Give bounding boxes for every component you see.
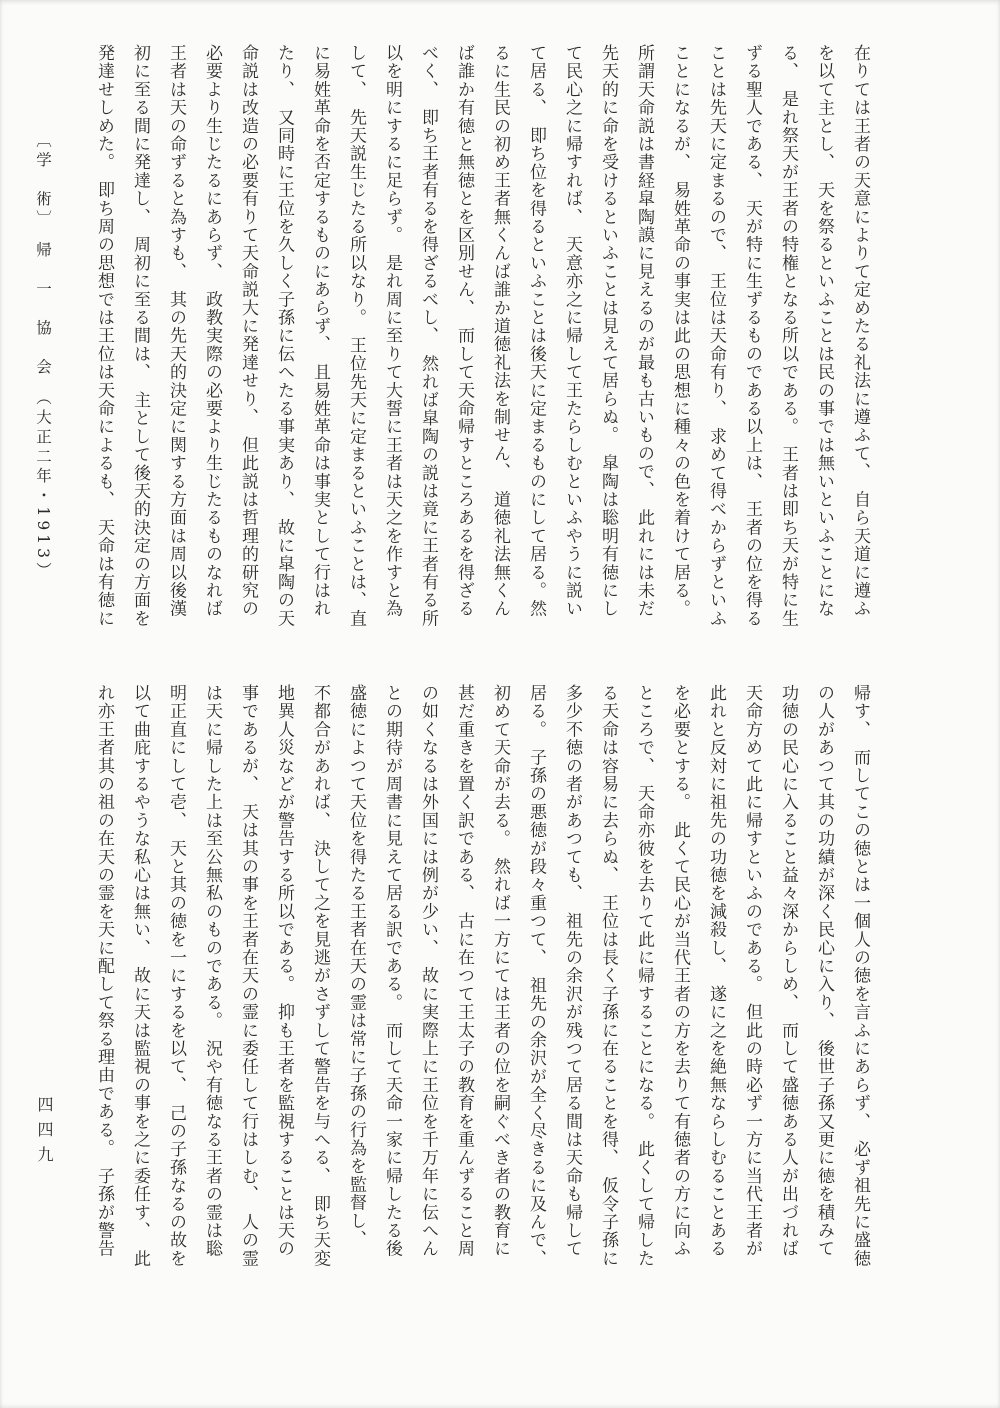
text-column: の如くなるは外国には例が少い、 故に実際上に王位を千万年に伝へん: [418, 684, 438, 1258]
text-column: 命説は改造の必要有りて天命説大に発達せり、 但此説は哲理的研究の: [238, 44, 258, 618]
page-number: 四四九: [35, 1096, 54, 1171]
text-column: ことになるが、 易姓革命の事実は此の思想に種々の色を着けて居る。: [670, 44, 690, 618]
text-column: ことは先天に定まるので、 王位は天命有り、 求めて得べからずといふ: [706, 44, 726, 628]
text-column: 不都合があれば、 決して之を見逃がさずして警告を与へる、 即ち天変: [310, 684, 330, 1268]
text-column: れ亦王者其の祖の在天の霊を天に配して祭る理由である。 子孫が警告: [94, 684, 114, 1258]
text-column: 天命方めて此に帰すといふのである。 但此の時必ず一方に当代王者が: [742, 684, 762, 1258]
text-column: 王者は天の命ずると為すも、 其の先天的決定に関する方面は周以後漢: [166, 44, 186, 618]
text-column: 発達せしめた。 即ち周の思想では王位は天命によるも、 天命は有徳に: [94, 44, 114, 628]
text-column: 帰す、 而してこの徳とは一個人の徳を言ふにあらず、 必ず祖先に盛徳: [850, 684, 870, 1268]
text-column: 居る。 子孫の悪徳が段々重つて、 祖先の余沢が全く尽きるに及んで、: [526, 684, 546, 1268]
text-column: は天に帰した上は至公無私のものである。 況や有徳なる王者の霊は聡: [202, 684, 222, 1258]
text-column: 以て曲庇するやうな私心は無い、 故に天は監視の事を之に委任す、 此: [130, 684, 150, 1268]
text-column: 必要より生じたるにあらず、 政教実際の必要より生じたるものなれば: [202, 44, 222, 618]
text-column: たり、 又同時に王位を久しく子孫に伝へたる事実あり、 故に皐陶の天: [274, 44, 294, 628]
text-column: 此れと反対に祖先の功徳を減殺し、 遂に之を絶無ならしむることある: [706, 684, 726, 1258]
text-column: べく、 即ち王者有るを得ざるべし、 然れば皐陶の説は竟に王者有る所: [418, 44, 438, 628]
text-column: の人があつて其の功績が深く民心に入り、 後世子孫又更に徳を積みて: [814, 684, 834, 1258]
text-column: ば誰か有徳と無徳とを区別せん、 而して天命帰すところあるを得ざる: [454, 44, 474, 618]
text-column: て民心之に帰すれば、 天意亦之に帰して王たらしむといふやうに説い: [562, 44, 582, 618]
text-column: との期待が周書に見えて居る訳である。 而して天命一家に帰したる後: [382, 684, 402, 1258]
text-column: 多少不徳の者があつても、 祖先の余沢が残つて居る間は天命も帰して: [562, 684, 582, 1258]
text-column: 明正直にして壱、 天と其の徳を一にするを以て、 己の子孫なるの故を: [166, 684, 186, 1268]
text-column: を以て主とし、 天を祭るといふことは民の事では無いといふことにな: [814, 44, 834, 618]
text-column: る、 是れ祭天が王者の特権となる所以である。 王者は即ち天が特に生: [778, 44, 798, 628]
text-column: 功徳の民心に入ること益々深からしめ、 而して盛徳ある人が出づれば: [778, 684, 798, 1258]
text-column: を必要とする。 此くて民心が当代王者の方を去りて有徳者の方に向ふ: [670, 684, 690, 1258]
text-column: 在りては王者の天意によりて定めたる礼法に遵ふて、 自ら天道に遵ふ: [850, 44, 870, 618]
text-column: 所謂天命説は書経皐陶謨に見えるのが最も古いもので、 此れには未だ: [634, 44, 654, 618]
text-column: に易姓革命を否定するものにあらず、 且易姓革命は事実として行はれ: [310, 44, 330, 618]
text-column: 甚だ重きを置く訳である、 古に在つて王太子の教育を重んずること周: [454, 684, 474, 1258]
text-column: ずる聖人である、 天が特に生ずるものである以上は、 王者の位を得る: [742, 44, 762, 628]
text-block-top: [86, 44, 878, 660]
text-column: 事であるが、 天は其の事を王者在天の霊に委任して行はしむ、 人の霊: [238, 684, 258, 1268]
text-column: 地異人災などが警告する所以である。 抑も王者を監視することは天の: [274, 684, 294, 1258]
text-column: 以を明にするに足らず。 是れ周に至りて大誓に王者は天之を作すと為: [382, 44, 402, 618]
text-column: 先天的に命を受けるといふことは見えて居らぬ。 皐陶は聡明有徳にし: [598, 44, 618, 618]
text-column: て居る、 即ち位を得るといふことは後天に定まるものにして居る。然: [526, 44, 546, 618]
text-column: るに生民の初め王者無くんば誰か道徳礼法を制せん、 道徳礼法無くん: [490, 44, 510, 618]
text-column: 盛徳によつて天位を得たる王者在天の霊は常に子孫の行為を監督し、: [346, 684, 366, 1249]
text-block-bottom: [86, 684, 878, 1300]
text-column: 初めて天命が去る。 然れば一方にては王者の位を嗣ぐべき者の教育に: [490, 684, 510, 1258]
running-head: 〔学 術〕 帰 一 協 会 （大正二年・1913）: [34, 132, 52, 582]
text-column: 初に至る間に発達し、 周初に至る間は、 主として後天的決定の方面を: [130, 44, 150, 628]
text-column: る天命は容易に去らぬ、 王位は長く子孫に在ることを得、 仮令子孫に: [598, 684, 618, 1268]
text-column: ところで、 天命亦彼を去りて此に帰することになる。 此くして帰した: [634, 684, 654, 1268]
text-column: して、 先天説生じたる所以なり。 王位先天に定まるといふことは、直: [346, 44, 366, 628]
